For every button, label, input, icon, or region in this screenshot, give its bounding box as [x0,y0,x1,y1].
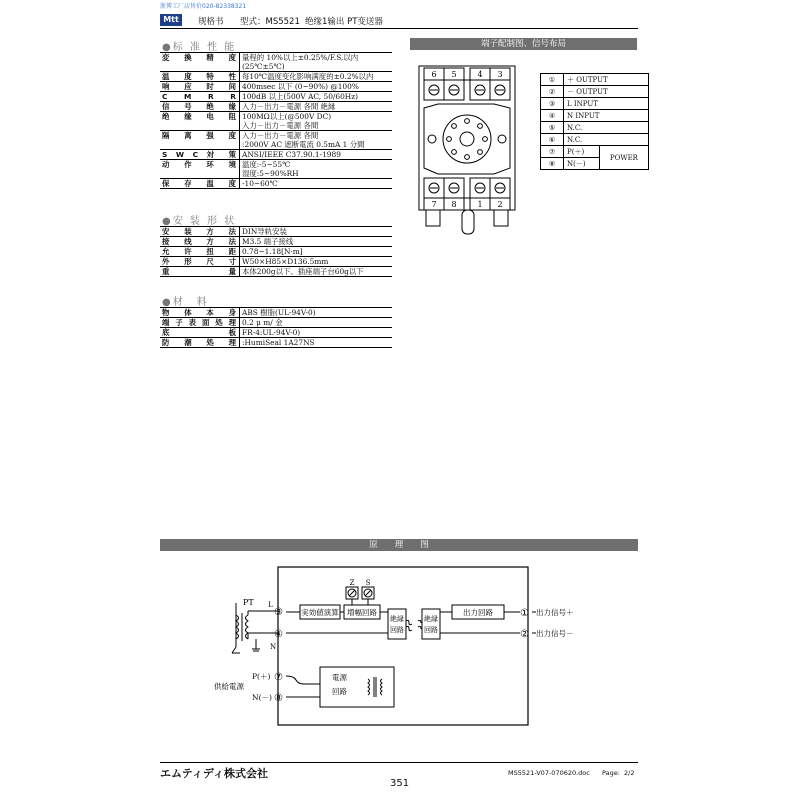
pin-label: N(－) [564,158,600,170]
pin-row [541,86,649,98]
iso-block-2-top: 絶縁 [424,615,438,623]
company-logo: Mtt [160,14,182,26]
material-value: FR-4:UL-94V-0) [240,328,393,338]
output-block-label: 出力回路 [463,608,493,617]
pin-label: N.C. [564,122,649,134]
performance-value: 入力－出力－電源 各間 絶縁 [240,102,393,112]
performance-key: 保 存 温 度 [160,179,240,189]
pin-assignment-table [540,73,649,170]
footer-company: エムティディ株式会社 [160,767,269,780]
socket-num-3: 3 [497,70,503,79]
performance-key [160,169,240,179]
pin-row [541,146,649,158]
mounting-value: 本体200g以下、插座端子台60g以下 [240,267,393,277]
performance-key: 変 換 精 度 [160,53,240,63]
performance-key [160,62,240,72]
n-minus-label: N(－) [252,693,272,702]
performance-value: 每10℃温度变化影响满度的±0.2%以内 [240,72,393,82]
material-value: 0.2 μ m/ 金 [240,318,393,328]
performance-row [160,121,392,131]
performance-key [160,140,240,150]
header-rule [160,28,638,29]
performance-row [160,150,392,160]
material-key: 端子表面処理 [160,318,240,328]
terminal-7: ⑦ [274,672,283,683]
output-positive-label: 出力信号＋ [536,608,574,617]
performance-key: 绝 缘 电 阻 [160,112,240,122]
material-row [160,318,392,328]
n-label: N [270,643,277,651]
footer-docname: MS5521-V07-070620.doc [508,769,590,777]
performance-value: 量程的 10%以上±0.25%/F.S,以内 [240,53,393,63]
mounting-row [160,247,392,257]
iso-block-1-bottom: 回路 [390,626,404,634]
performance-key: 动 作 环 境 [160,160,240,170]
block-diagram [160,555,640,735]
performance-value: 温度:-5~55℃ [240,160,393,170]
material-value: :HumiSeal 1A27NS [240,338,393,348]
pin-label: L INPUT [564,98,649,110]
socket-num-6: 6 [431,70,437,79]
pin-number: ⑥ [541,134,564,146]
section-mounting: ●安 装 形 状 [162,216,237,227]
performance-key: 信 号 绝 缘 [160,102,240,112]
pt-label: PT [243,598,254,607]
doc-title: 绝缘1输出 PT变送器 [305,17,383,27]
performance-key [160,121,240,131]
performance-value: :2000V AC 遮断電流 0.5mA 1 分間 [242,140,365,149]
pin-label: N.C. [564,134,649,146]
pin-row [541,134,649,146]
terminal-3: ③ [274,607,283,618]
mounting-key: 允 许 扭 距 [160,247,240,257]
supply-label: 供給電源 [214,682,244,691]
schematic-title: 原 理 图 [160,539,638,551]
performance-value: 100MΩ以上(@500V DC) [240,112,393,122]
pin-row [541,110,649,122]
performance-row [160,62,392,72]
mounting-key: 外 形 尺 寸 [160,257,240,267]
socket-num-5: 5 [451,70,457,79]
s-label: S [365,579,371,587]
terminal-section-title: 端子配制图、信号布局 [410,38,637,50]
performance-table [160,52,392,189]
performance-key: 温 度 特 性 [160,72,240,82]
terminal-1: ① [520,608,529,619]
socket-num-1: 1 [477,200,483,209]
pin-number: ③ [541,98,564,110]
z-label: Z [349,579,355,587]
mounting-row [160,237,392,247]
pin-row [541,74,649,86]
material-value: ABS 樹脂(UL-94V-0) [240,308,393,318]
terminal-8: ⑧ [274,693,283,704]
performance-key: S W C 対 策 [160,150,240,160]
pin-row [541,122,649,134]
mounting-row [160,227,392,237]
performance-row [160,112,392,122]
performance-value: 400msec 以下 (0~90%) @100% [240,82,393,92]
pin-label: － OUTPUT [564,86,649,98]
pin-number: ④ [541,110,564,122]
mounting-value: M3.5 端子接线 [240,237,393,247]
material-key: 底 板 [160,328,240,338]
pin-label: P(＋) [564,146,600,158]
contact-text: 浙博工厂店售价020-82338321 [160,3,247,10]
mounting-key: 接 线 方 法 [160,237,240,247]
performance-row [160,169,392,179]
socket-num-2: 2 [497,200,503,209]
performance-row [160,92,392,102]
material-key: 物 体 本 身 [160,308,240,318]
performance-key: 隔 离 强 度 [160,131,240,141]
mounting-value: 0.78~1.18[N·m] [240,247,393,257]
performance-value: 湿度:5~90%RH [242,169,299,178]
rms-block-label: 実効値演算 [301,608,339,617]
pin-number: ⑦ [541,146,564,158]
power-label: POWER [599,146,648,170]
power-block-bottom: 回路 [332,687,347,696]
material-key: 防 潮 処 理 [160,338,240,348]
doc-type: 规格书 [198,17,224,27]
performance-key: C M R R [160,92,240,102]
terminal-2: ② [520,629,529,640]
mounting-row [160,257,392,267]
performance-row [160,140,392,150]
pin-label: ＋ OUTPUT [564,74,649,86]
iso-block-2-bottom: 回路 [424,626,438,634]
socket-num-8: 8 [451,200,457,209]
performance-row [160,72,392,82]
performance-row [160,82,392,92]
section-material: ●材 料 [162,297,209,308]
p-plus-label: P(＋) [252,672,271,681]
pin-number: ⑧ [541,158,564,170]
pin-row [541,98,649,110]
mounting-key: 重 量 [160,267,240,277]
footer-rule [160,762,638,763]
pin-label: N INPUT [564,110,649,122]
mounting-row [160,267,392,277]
performance-key: 响 应 时 间 [160,82,240,92]
model-text: 型式：MS5521 [240,17,300,27]
performance-row [160,131,392,141]
iso-block-1-top: 絶縁 [390,615,404,623]
terminal-socket-diagram [418,64,528,236]
socket-num-4: 4 [477,70,483,79]
performance-value: ANSI/IEEE C37.90.1-1989 [240,150,393,160]
performance-value: (25℃±5℃) [242,62,285,71]
performance-row [160,102,392,112]
mounting-table [160,226,392,277]
mounting-value: W50×H85×D136.5mm [240,257,393,267]
mounting-key: 安 装 方 法 [160,227,240,237]
performance-value: 100dB 以上(500V AC, 50/60Hz) [240,92,393,102]
material-row [160,328,392,338]
material-table [160,307,392,348]
material-row [160,338,392,348]
section-performance: ●标 准 性 能 [162,42,237,53]
performance-value: -10~60℃ [240,179,393,189]
performance-value: 入力－出力－電源 各間 [240,131,393,141]
footer-page-value: 2/2 [624,769,635,777]
performance-row [160,160,392,170]
pin-number: ① [541,74,564,86]
pin-number: ② [541,86,564,98]
pin-number: ⑤ [541,122,564,134]
page-number: 351 [390,778,410,789]
l-label: L [268,601,273,609]
power-block-top: 電源 [332,673,347,682]
performance-row [160,53,392,63]
amp-block-label: 増幅回路 [347,608,377,617]
performance-value: 入力－出力－電源 各間 [242,121,319,130]
socket-num-7: 7 [431,200,437,209]
performance-row [160,179,392,189]
output-negative-label: 出力信号－ [536,629,574,638]
mounting-value: DIN导轨安装 [240,227,393,237]
material-row [160,308,392,318]
terminal-4: ④ [274,629,283,640]
footer-page-label: Page: [602,769,620,777]
